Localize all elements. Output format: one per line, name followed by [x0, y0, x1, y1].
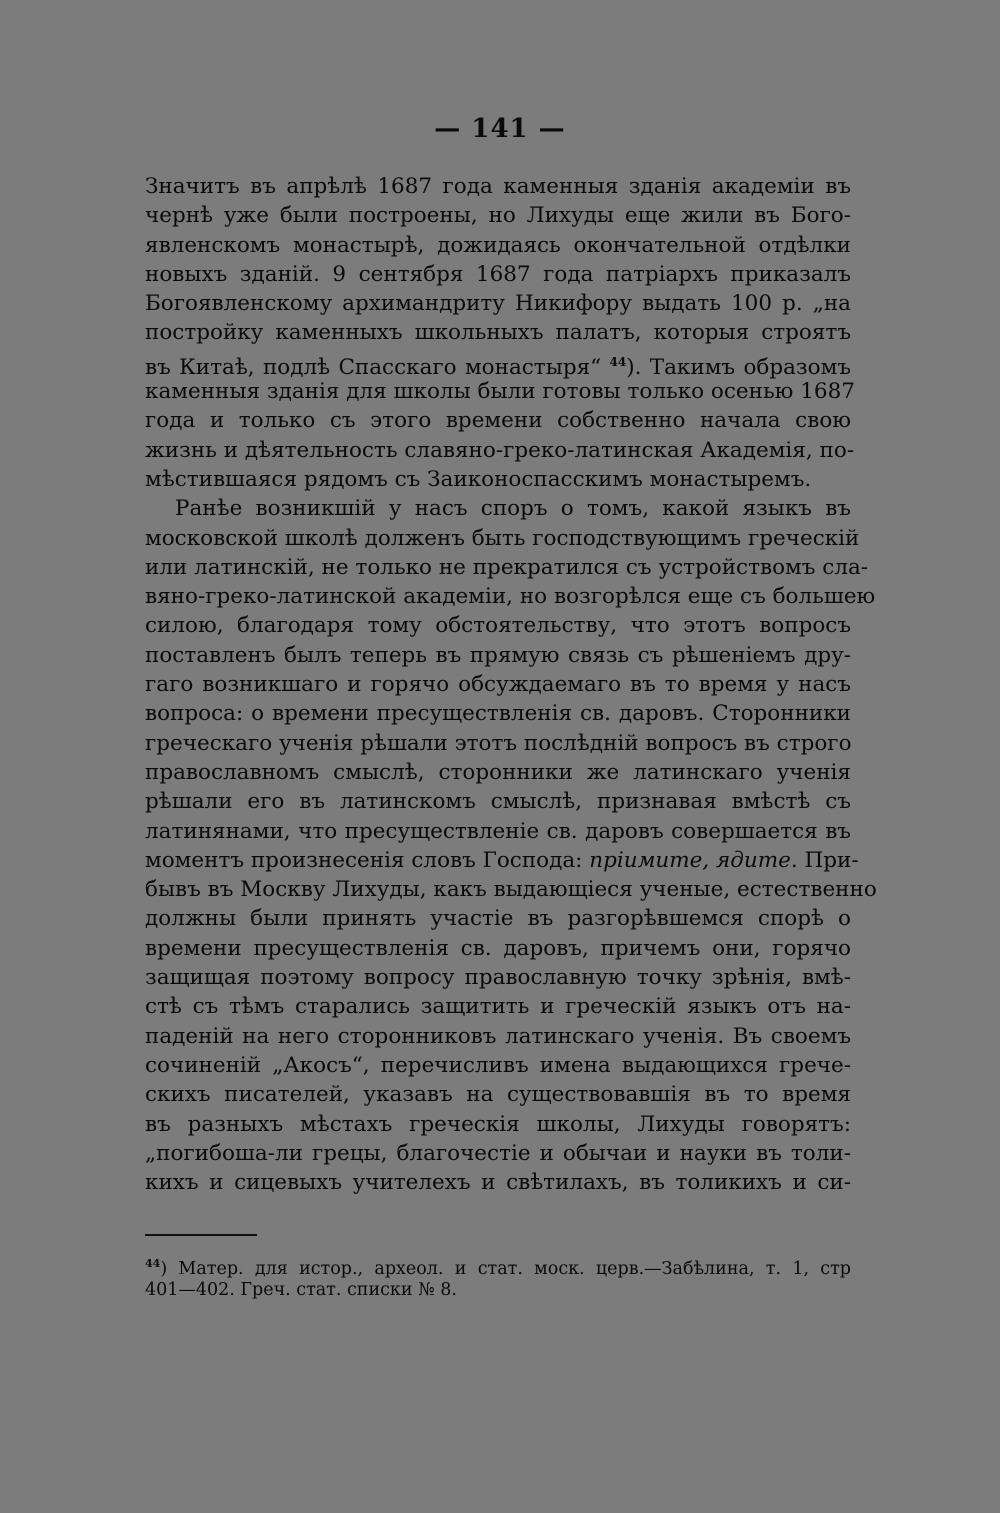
- footnote-reference: 44: [609, 354, 627, 369]
- text-line: поставленъ былъ теперь въ прямую связь съ рѣшеніемъ дру-: [145, 642, 851, 668]
- footnote-line: 401—402. Греч. стат. списки № 8.: [145, 1280, 457, 1300]
- text-line: новыхъ зданій. 9 сентября 1687 года патріархъ приказалъ: [145, 261, 851, 287]
- text-line: православномъ смыслѣ, сторонники же латинскаго ученія: [145, 759, 851, 785]
- footnote-text: ) Матер. для истор., археол. и стат. моск. церв.—Забѣлина, т. 1, стр: [160, 1259, 851, 1279]
- text-line: [145, 348, 851, 380]
- text-line: въ разныхъ мѣстахъ греческія школы, Лихуды говорятъ:: [145, 1111, 851, 1137]
- italic-quote: пріимите, ядите: [589, 847, 791, 873]
- text-line: [145, 846, 859, 875]
- text-line: паденій на него сторонниковъ латинскаго ученія. Въ своемъ: [145, 1023, 851, 1049]
- footnote-divider: [145, 1234, 257, 1236]
- text-line: силою, благодаря тому обстоятельству, что этотъ вопросъ: [145, 613, 851, 639]
- text-line: Ранѣе возникшій у насъ споръ о томъ, какой языкъ въ: [175, 496, 851, 522]
- text-line: московской школѣ долженъ быть господствующимъ греческій: [145, 525, 860, 551]
- text-line: латинянами, что пресуществленіе св. даровъ совершается въ: [145, 818, 851, 844]
- text-line: вяно-греко-латинской академіи, но возгорѣлся еще съ большею: [145, 584, 876, 610]
- paragraph-1: [145, 172, 855, 494]
- text-line: Богоявленскому архимандриту Никифору выдать 100 р. „на: [145, 291, 851, 317]
- text-line: жизнь и дѣятельность славяно-греко-латинская Академія, по-: [145, 437, 855, 463]
- text-segment: въ Китаѣ, подлѣ Спасскаго монастыря“: [145, 354, 602, 380]
- footnote-marker: 44: [145, 1257, 161, 1270]
- text-line: должны были принять участіе въ разгорѣвшемся спорѣ о: [145, 906, 851, 932]
- text-line: сочиненій „Акосъ“, перечисливъ имена выдающихся грече-: [145, 1052, 851, 1078]
- main-text: [145, 172, 877, 1197]
- text-line: явленскомъ монастырѣ, дожидаясь окончательной отдѣлки: [145, 232, 851, 258]
- text-line: бывъ въ Москву Лихуды, какъ выдающіеся ученые, естественно: [145, 877, 877, 903]
- text-line: каменныя зданія для школы были готовы только осенью 1687: [145, 379, 855, 405]
- text-line: „погибоша-ли грецы, благочестіе и обычаи и науки въ толи-: [145, 1140, 851, 1166]
- text-segment: моментъ произнесенія словъ Господа:: [145, 847, 590, 873]
- text-line: постройку каменныхъ школьныхъ палатъ, которыя строятъ: [145, 320, 851, 346]
- text-line: кихъ и сицевыхъ учителехъ и свѣтилахъ, въ толикихъ и си-: [145, 1170, 851, 1196]
- text-line: стѣ съ тѣмъ старались защитить и греческій языкъ отъ на-: [145, 994, 851, 1020]
- page-number: — 141 —: [434, 114, 566, 144]
- footnote-line: [145, 1250, 851, 1277]
- text-line: или латинскій, не только не прекратился съ устройствомъ сла-: [145, 554, 869, 580]
- text-line: года и только съ этого времени собственно начала свою: [145, 408, 851, 434]
- text-line: защищая поэтому вопросу православную точку зрѣнія, вмѣ-: [145, 965, 851, 991]
- text-line: Значитъ въ апрѣлѣ 1687 года каменныя зданія академіи въ: [145, 174, 851, 199]
- text-line: времени пресуществленія св. даровъ, причемъ они, горячо: [145, 935, 851, 961]
- text-line: греческаго ученія рѣшали этотъ послѣдній вопросъ въ строго: [145, 730, 852, 756]
- text-segment: . При-: [790, 847, 859, 873]
- text-line: рѣшали его въ латинскомъ смыслѣ, признавая вмѣстѣ съ: [145, 789, 851, 815]
- text-line: чернѣ уже были построены, но Лихуды еще жили въ Бого-: [145, 203, 851, 229]
- footnote: [145, 1250, 851, 1304]
- paragraph-2: [145, 494, 877, 1197]
- text-line: гаго возникшаго и горячо обсуждаемаго въ то время у насъ: [145, 672, 851, 698]
- text-line: мѣстившаяся рядомъ съ Заиконоспасскимъ монастыремъ.: [145, 466, 812, 492]
- text-line: скихъ писателей, указавъ на существовавшія въ то время: [145, 1082, 851, 1108]
- text-segment: ). Такимъ образомъ: [626, 354, 851, 380]
- text-line: вопроса: о времени пресуществленія св. даровъ. Сторонники: [145, 701, 851, 727]
